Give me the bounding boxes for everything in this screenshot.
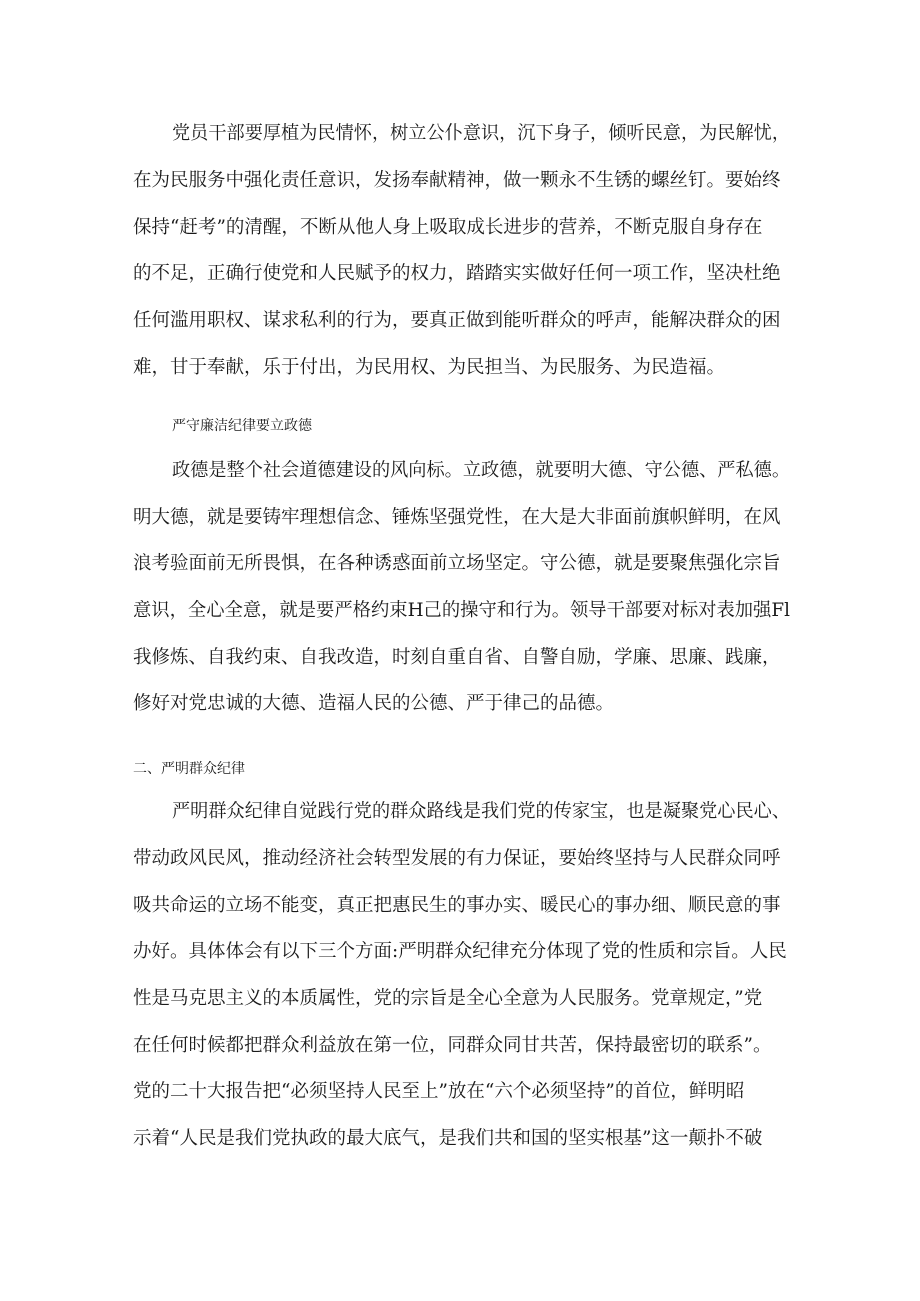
paragraph-3-line-2: 带动政风民风，推动经济社会转型发展的有力保证，要始终坚持与人民群众同呼: [133, 848, 781, 869]
paragraph-3-line-7: 党的二十大报告把“必须坚持人民至上”放在“六个必须坚持”的首位，鲜明昭: [133, 1081, 745, 1102]
paragraph-2-line-2: 明大德，就是要铸牢理想信念、锤炼坚强党性，在大是大非面前旗帜鲜明，在风: [133, 507, 781, 528]
paragraph-1-line-2: 在为民服务中强化责任意识，发扬奉献精神，做一颗永不生锈的螺丝钉。要始终: [133, 170, 781, 191]
paragraph-2-line-1: 政德是整个社会道德建设的风向标。立政德，就要明大德、守公德、严私德。: [172, 460, 791, 481]
paragraph-3-line-1: 严明群众纪律自觉践行党的群众路线是我们党的传家宝，也是凝聚党心民心、: [172, 801, 791, 822]
paragraph-1-line-3: 保持“赶考”的清醒，不断从他人身上吸取成长进步的营养，不断克服自身存在: [133, 217, 763, 238]
paragraph-2-line-6: 修好对党忠诚的大德、造福人民的公德、严于律己的品德。: [133, 693, 615, 714]
paragraph-2-line-4: 意识，全心全意，就是要严格约束H己的操守和行为。领导干部要对标对表加强Fl: [133, 600, 790, 621]
paragraph-1-line-1: 党员干部要厚植为民情怀，树立公仆意识，沉下身子，倾听民意，为民解忧，: [172, 123, 791, 144]
paragraph-1-line-4: 的不足，正确行使党和人民赋予的权力，踏踏实实做好任何一项工作，坚决杜绝: [133, 263, 781, 284]
paragraph-1-line-6: 难，甘于奉献，乐于付出，为民用权、为民担当、为民服务、为民造福。: [133, 357, 726, 378]
paragraph-2-line-3: 浪考验面前无所畏惧，在各种诱惑面前立场坚定。守公德，就是要聚焦强化宗旨: [133, 553, 781, 574]
section-heading-mass-discipline: 二、严明群众纪律: [133, 761, 245, 777]
paragraph-3-line-6: 在任何时候都把群众利益放在第一位，同群众同甘共苦，保持最密切的联系”。: [133, 1035, 772, 1056]
paragraph-3-line-3: 吸共命运的立场不能变，真正把惠民生的事办实、暖民心的事办细、顺民意的事: [133, 895, 781, 916]
paragraph-3-line-5: 性是马克思主义的本质属性，党的宗旨是全心全意为人民服务。党章规定，”党: [133, 988, 763, 1009]
paragraph-3-line-8: 示着“人民是我们党执政的最大底气，是我们共和国的坚实根基”这一颠扑不破: [133, 1128, 763, 1149]
paragraph-2-line-5: 我修炼、自我约束、自我改造，时刻自重自省、自警自励，学廉、思廉、践廉，: [133, 647, 781, 668]
section-heading-political-ethics: 严守廉洁纪律要立政德: [172, 418, 312, 434]
paragraph-3-line-4: 办好。具体体会有以下三个方面:严明群众纪律充分体现了党的性质和宗旨。人民: [133, 941, 787, 962]
paragraph-1-line-5: 任何滥用职权、谋求私利的行为，要真正做到能听群众的呼声，能解决群众的困: [133, 310, 781, 331]
